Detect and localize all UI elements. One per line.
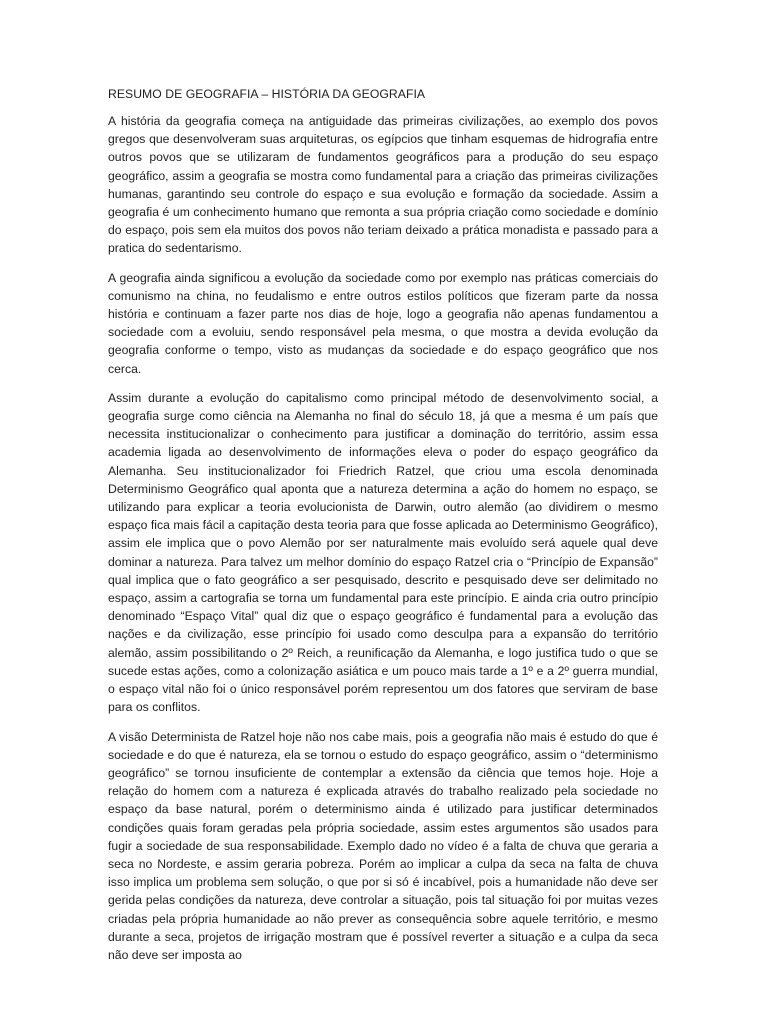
document-page: [108, 86, 658, 975]
paragraph-society-evolution: A geografia ainda significou a evolução da sociedade como por exemplo nas práticas comerciais do comunismo na china, no feudalismo e entre outros estilos políticos que fizeram parte da nossa história e continuam a fazer parte nos dias de hoje, logo a geografia não apenas fundamentou a sociedade com a evoluiu, sendo responsável pela mesma, o que mostra a devida evolução da geografia conforme o tempo, visto as mudanças da sociedade e do espaço geográfico que nos cerca.: [108, 270, 658, 376]
paragraph-ratzel-determinism: Assim durante a evolução do capitalismo como principal método de desenvolvimento social, a geografia surge como ciência na Alemanha no final do século 18, já que a mesma é um país que necessita institucionalizar o conhecimento para justificar a dominação do território, assim essa academia ligada ao desenvolvimento de informações eleva o poder do espaço geográfico da Alemanha. Seu institucionalizador foi Friedrich Ratzel, que criou uma escola denominada Determinismo Geográfico qual aponta que a natureza determina a ação do homem no espaço, se utilizando para explicar a teoria evolucionista de Darwin, outro alemão (ao dividirem o mesmo espaço fica mais fácil a capitação desta teoria para que fosse aplicada ao Determinismo Geográfico), assim ele implica que o povo Alemão por ser naturalmente mais evoluído será aquele qual deve dominar a natureza. Para talvez um melhor domínio do espaço Ratzel cria o “Princípio de Expansão” qual implica que o fato geográfico a ser pesquisado, descrito e pesquisado deve ser delimitado no espaço, assim a cartografia se torna um fundamental para este princípio. E ainda cria outro princípio denominado “Espaço Vital” qual diz que o espaço geográfico é fundamental para a evolução das nações e da civilização, esse princípio foi usado como desculpa para a expansão do território alemão, assim possibilitando o 2º Reich, a reunificação da Alemanha, e logo justifica tudo o que se sucede estas ações, como a colonização asiática e um pouco mais tarde a 1º e a 2º guerra mundial, o espaço vital não foi o único responsável porém representou um dos fatores que serviram de base para os conflitos.: [108, 390, 658, 715]
paragraph-determinism-critique: A visão Determinista de Ratzel hoje não nos cabe mais, pois a geografia não mais é estudo do que é sociedade e do que é natureza, ela se tornou o estudo do espaço geográfico, assim o “determinismo geográfico” se tornou insuficiente de contemplar a extensão da ciência que temos hoje. Hoje a relação do homem com a natureza é explicada através do trabalho realizado pela sociedade no espaço da base natural, porém o determinismo ainda é utilizado para justificar determinados condições quais foram geradas pela própria sociedade, assim estes argumentos são usados para fugir a sociedade de sua responsabilidade. Exemplo dado no vídeo é a falta de chuva que geraria a seca no Nordeste, e assim geraria pobreza. Porém ao implicar a culpa da seca na falta de chuva isso implica um problema sem solução, o que por si só é incabível, pois a humanidade não deve ser gerida pelas condições da natureza, deve controlar a situação, pois tal situação foi por muitas vezes criadas pela própria humanidade ao não prever as consequência sobre aquele território, e mesmo durante a seca, projetos de irrigação mostram que é possível reverter a situação e a culpa da seca não deve ser imposta ao: [108, 729, 658, 962]
document-title: RESUMO DE GEOGRAFIA – HISTÓRIA DA GEOGRAFIA: [108, 87, 426, 101]
paragraph-history-origins: A história da geografia começa na antiguidade das primeiras civilizações, ao exemplo dos povos gregos que desenvolveram suas arquiteturas, os egípcios que tinham esquemas de hidrografia entre outros povos que se utilizaram de fundamentos geográficos para a produção do seu espaço geográfico, assim a geografia se mostra como fundamental para a criação das primeiras civilizações humanas, garantindo seu controle do espaço e sua evolução e formação da sociedade. Assim a geografia é um conhecimento humano que remonta a sua própria criação como sociedade e domínio do espaço, pois sem ela muitos dos povos não teriam deixado a prática monadista e passado para a pratica do sedentarismo.: [108, 114, 658, 256]
